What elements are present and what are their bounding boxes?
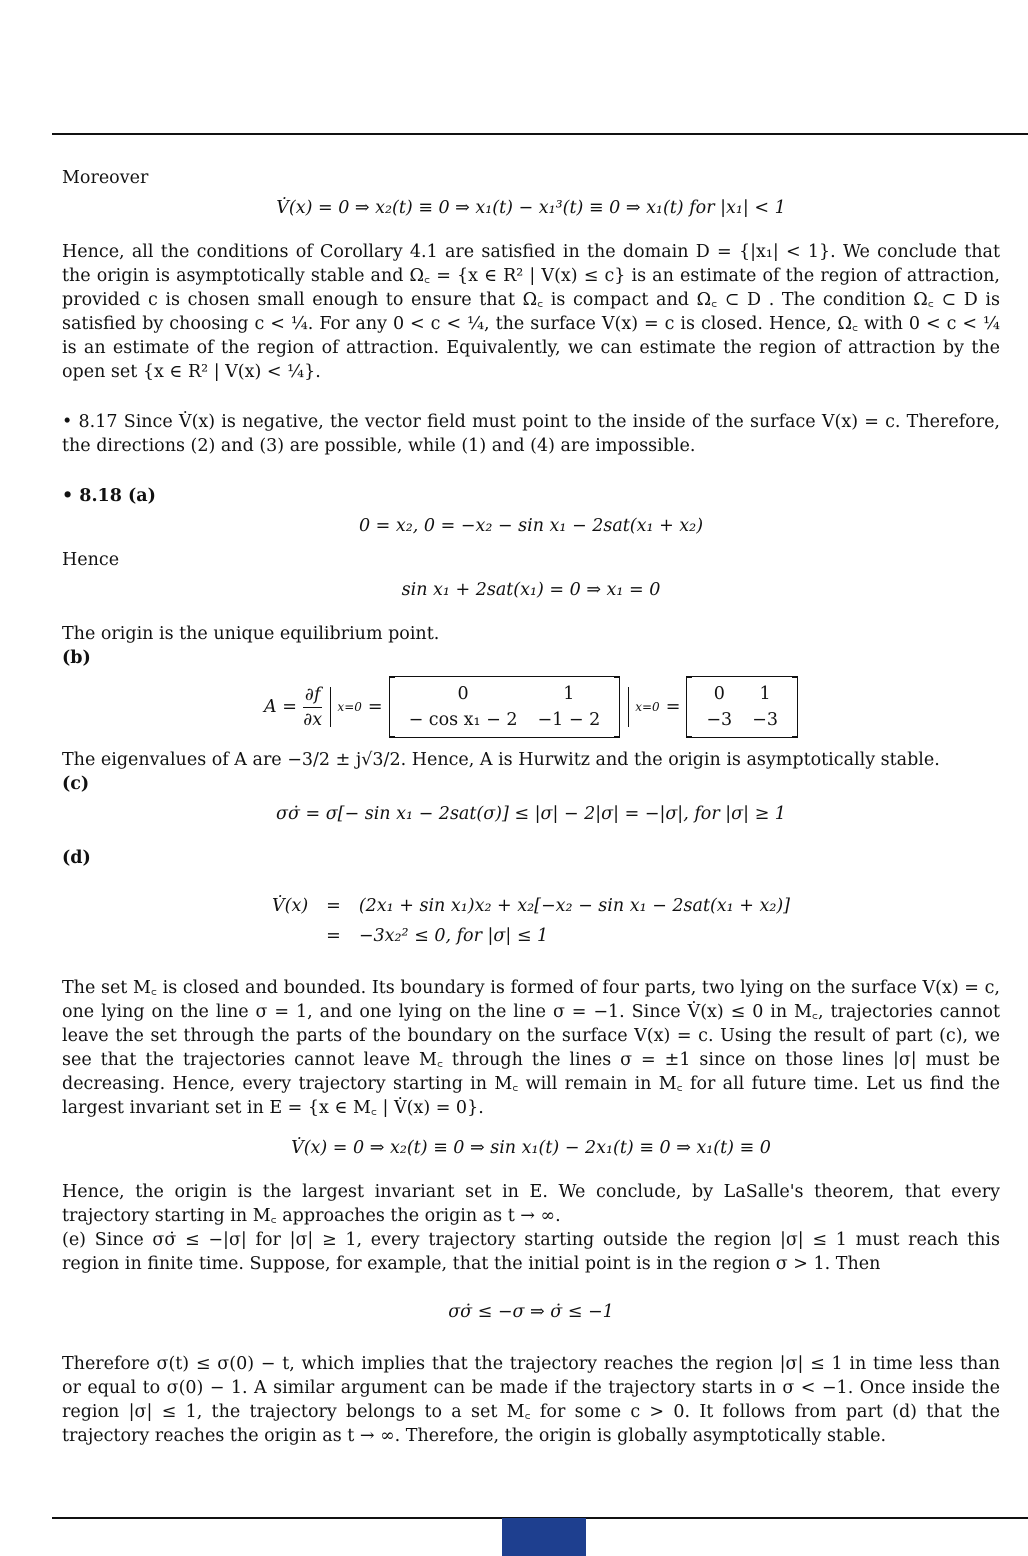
part-b-label: (b)	[62, 648, 91, 668]
equation-sin-sat: sin x₁ + 2sat(x₁) = 0 ⇒ x₁ = 0	[401, 580, 661, 600]
matrix-cell: 1	[759, 684, 771, 704]
conclusion-paragraph: Therefore σ(t) ≤ σ(0) − t, which implies that the trajectory reaches the region |σ| ≤ 1 in time less than or equal to σ(0) − 1. A similar argument can be made if the trajectory starts in σ < −1. Once inside the region |σ| ≤ 1, the trajectory belongs to a set M꜀ for some c > 0. It follows from part (d) that the trajectory reaches the origin as t → ∞. Therefore, the origin is globally asymptotically stable.	[62, 1354, 1000, 1446]
equals-sign-2: =	[665, 697, 681, 717]
page-number-box	[502, 1518, 586, 1556]
eigenvalues-text: The eigenvalues of A are −3/2 ± j√3/2. Hence, A is Hurwitz and the origin is asymptotically stable.	[62, 750, 940, 770]
evaluation-subscript-2: x=0	[635, 700, 660, 714]
page-body	[62, 166, 1000, 1448]
equation-jacobian	[62, 676, 1000, 738]
set-mc-paragraph: The set M꜀ is closed and bounded. Its boundary is formed of four parts, two lying on the surface V(x) = c, one lying on the line σ = 1, and one lying on the line σ = −1. Since V̇(x) ≤ 0 in M꜀, trajectories cannot leave the set through the parts of the boundary on the surface V(x) = c. Using the result of part (c), we see that the trajectories cannot leave M꜀ through the lines σ = ±1 since on those lines |σ| must be decreasing. Hence, every trajectory starting in M꜀ will remain in M꜀ for all future time. Let us find the largest invariant set in E = {x ∈ M꜀ | V̇(x) = 0}.	[62, 978, 1000, 1118]
part-d-label: (d)	[62, 848, 91, 868]
matrix-cell: 1	[563, 684, 575, 704]
matrix-cell: 0	[457, 684, 469, 704]
header-rule	[52, 133, 1028, 135]
evaluation-bar	[330, 687, 331, 727]
matrix-cell: −1 − 2	[537, 710, 601, 730]
vdot-rhs-1: (2x₁ + sin x₁)x₂ + x₂[−x₂ − sin x₁ − 2sat(x₁ + x₂)]	[358, 896, 791, 916]
jacobian-expression	[264, 676, 798, 738]
part-c-label: (c)	[62, 774, 90, 794]
exercise-8-17-paragraph: • 8.17 Since V̇(x) is negative, the vector field must point to the inside of the surface V(x) = c. Therefore, the directions (2) and (3) are possible, while (1) and (4) are impossible.	[62, 412, 1000, 456]
part-e-paragraph: (e) Since σσ̇ ≤ −|σ| for |σ| ≥ 1, every trajectory starting outside the region |σ| ≤ 1 must reach this region in finite time. Suppose, for example, that the initial point is in the region σ > 1. Then	[62, 1230, 1000, 1274]
evaluation-subscript: x=0	[337, 700, 362, 714]
matrix-cell: −3	[706, 710, 733, 730]
matrix-cell: −3	[752, 710, 778, 730]
vdot-eq-2: =	[326, 926, 341, 946]
equation-lasalle: V̇(x) = 0 ⇒ x₂(t) ≡ 0 ⇒ sin x₁(t) − 2x₁(t) ≡ 0 ⇒ x₁(t) ≡ 0	[291, 1138, 771, 1158]
partial-derivative	[303, 683, 323, 732]
moreover-text: Moreover	[62, 168, 149, 188]
equation-sigma-dot: σσ̇ = σ[− sin x₁ − 2sat(σ)] ≤ |σ| − 2|σ| = −|σ|, for |σ| ≥ 1	[276, 804, 786, 824]
matrix-cell: 0	[713, 684, 725, 704]
vdot-aligned-lines	[272, 894, 790, 948]
largest-invariant-paragraph: Hence, the origin is the largest invariant set in E. We conclude, by LaSalle's theorem, that every trajectory starting in M꜀ approaches the origin as t → ∞.	[62, 1182, 1000, 1226]
partial-x: ∂x	[303, 709, 323, 730]
corollary-paragraph: Hence, all the conditions of Corollary 4.1 are satisfied in the domain D = {|x₁| < 1}. We conclude that the origin is asymptotically stable and Ω꜀ = {x ∈ R² | V(x) ≤ c} is an estimate of the region of attraction, provided c is chosen small enough to ensure that Ω꜀ is compact and Ω꜀ ⊂ D . The condition Ω꜀ ⊂ D is satisfied by choosing c < ¼. For any 0 < c < ¼, the surface V(x) = c is closed. Hence, Ω꜀ with 0 < c < ¼ is an estimate of the region of attraction. Equivalently, we can estimate the region of attraction by the open set {x ∈ R² | V(x) < ¼}.	[62, 242, 1000, 382]
equation-vdot-derivation	[62, 894, 1000, 948]
equation-sigma-bound: σσ̇ ≤ −σ ⇒ σ̇ ≤ −1	[448, 1302, 614, 1322]
equation-vdot-zero: V̇(x) = 0 ⇒ x₂(t) ≡ 0 ⇒ x₁(t) − x₁³(t) ≡ 0 ⇒ x₁(t) for |x₁| < 1	[276, 198, 786, 218]
matrix-cell: − cos x₁ − 2	[408, 710, 518, 730]
hence-text: Hence	[62, 550, 120, 570]
matrix-evaluated	[686, 676, 798, 738]
vdot-lhs: V̇(x)	[271, 896, 309, 916]
matrix-general	[389, 676, 621, 738]
unique-equilibrium-text: The origin is the unique equilibrium point.	[62, 624, 440, 644]
vdot-eq-1: =	[326, 896, 341, 916]
exercise-8-18-label: • 8.18 (a)	[62, 486, 156, 506]
vdot-rhs-2: −3x₂² ≤ 0, for |σ| ≤ 1	[358, 926, 549, 946]
equals-sign-1: =	[367, 697, 383, 717]
equation-equilibrium: 0 = x₂, 0 = −x₂ − sin x₁ − 2sat(x₁ + x₂)	[358, 516, 704, 536]
jacobian-lhs: A =	[264, 697, 297, 717]
evaluation-bar-2	[628, 687, 629, 727]
partial-f: ∂f	[303, 683, 323, 708]
